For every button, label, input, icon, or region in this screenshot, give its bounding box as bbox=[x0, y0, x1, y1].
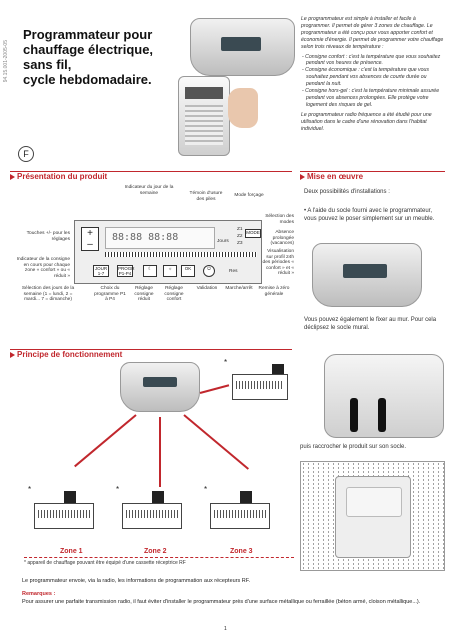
zone-2-asterisk: * bbox=[116, 485, 120, 494]
ok-button[interactable]: OK bbox=[181, 265, 195, 277]
intro-text: Le programmateur est simple à installer et facile à programmer. Il permet de gérer 3 zones de chauffage. Le programmateur a été conçu pour vous apporter confort et économie d'énergie. Il permet de programmer votre chauffage selon trois niveaux de température : - Consigne confort : c'est la température que vous souhaitez pendant vos heures de présence. - Consigne économique : c'est la température que vous souhaitez pendant vos absences de courte durée ou pendant la nuit. - Consigne hors-gel : c'est la température minimale assurée pendant vos absences prolongées. Elle protège votre logement des risques de gel. Le programmateur radio fréquence a été étudié pour une utilisation dans le cadre d'une rénovation dans l'habitat individuel. bbox=[301, 16, 444, 132]
section-presentation: Présentation du produit bbox=[10, 171, 292, 181]
label-selection-modes: Sélection des modes bbox=[265, 214, 294, 225]
screwdriver-icon bbox=[378, 398, 386, 432]
progr-button[interactable]: PROGR P1-P4 bbox=[118, 266, 135, 276]
reference-code: 94.15.001-2005-05 bbox=[3, 40, 9, 83]
wall-texture bbox=[300, 461, 445, 571]
label-choix-prog: Choix du programme P1 à P4 bbox=[94, 286, 126, 303]
label-touches: Touches +/- pour les réglages bbox=[26, 231, 70, 242]
label-remise-zero: Remise à zéro générale bbox=[258, 286, 290, 297]
radiator-top bbox=[224, 358, 288, 400]
zone-divider bbox=[24, 557, 294, 558]
jours-label: Jours bbox=[217, 239, 229, 244]
page-title: Programmateur pour chauffage électrique, sans fil, cycle hebdomadaire. bbox=[23, 27, 154, 87]
mode-button[interactable]: MODE bbox=[245, 229, 261, 238]
section-mise-en-oeuvre: Mise en œuvre bbox=[300, 171, 445, 181]
page-number: 1 bbox=[224, 626, 227, 632]
radiator-asterisk: * bbox=[224, 358, 228, 367]
label-temoin-piles: Témoin d'usure des piles bbox=[189, 191, 223, 202]
programmer-open-photo bbox=[178, 76, 230, 156]
zone-1-asterisk: * bbox=[28, 485, 32, 494]
label-indicateur-jour: Indicateur du jour de la semaine bbox=[124, 185, 174, 196]
radio-arrow bbox=[200, 384, 229, 394]
bottom-paragraph: Le programmateur envoie, via la radio, les informations de programmation aux récepteurs RF. bbox=[22, 578, 251, 584]
zone-z3-indicator: Z3 bbox=[237, 241, 243, 246]
section-principe: Principe de fonctionnement bbox=[10, 349, 292, 359]
asterisk-note: * appareil de chauffage pouvant être équipé d'une cassette réceptrice RF bbox=[24, 560, 186, 566]
profile-24h-bar bbox=[105, 252, 257, 257]
label-mode-forcage: Mode forçage bbox=[234, 193, 264, 198]
programmer-center-photo bbox=[120, 362, 200, 412]
mise-deux: Deux possibilités d'installations : bbox=[304, 189, 390, 195]
rf-receiver bbox=[272, 364, 284, 374]
radio-arrow bbox=[159, 417, 161, 487]
label-validation: Validation bbox=[196, 286, 218, 291]
mise-socle: • A l'aide du socle fourni avec le programmateur, vous pouvez le poser simplement sur un meuble. bbox=[304, 208, 435, 222]
remarques-text: Pour assurer une parfaite transmission radio, il faut éviter d'installer le programmateur près d'une surface métallique ou ferraillée (béton armé, cloison métallique...). bbox=[22, 599, 421, 605]
radio-arrow bbox=[183, 414, 249, 470]
hand-icon bbox=[228, 88, 258, 128]
confort-button[interactable]: ☼ bbox=[163, 265, 177, 277]
label-visualisation: Visualisation sur profil 24h des périodes « confort » et « réduit » bbox=[262, 249, 294, 277]
label-marche-arret: Marche/arrêt bbox=[225, 286, 253, 291]
mise-raccrocher: puis raccrocher le produit sur son socle. bbox=[300, 444, 407, 450]
radio-arrow bbox=[74, 414, 137, 467]
programmer-photo bbox=[190, 18, 295, 76]
res-button[interactable]: Res bbox=[229, 269, 238, 274]
zone-3-asterisk: * bbox=[204, 485, 208, 494]
screwdriver-icon bbox=[350, 398, 358, 432]
power-icon[interactable]: ⏻ bbox=[203, 265, 215, 277]
reduit-button[interactable]: ☾ bbox=[143, 265, 157, 277]
label-indicateur-consigne: Indicateur de la consigne en cours pour chaque zone « confort » ou « réduit » bbox=[16, 257, 70, 279]
zone-1-label: Zone 1 bbox=[60, 548, 83, 555]
zone-z1-indicator: Z1 bbox=[237, 227, 243, 232]
zone-2-label: Zone 2 bbox=[144, 548, 167, 555]
mounting-plate bbox=[335, 476, 411, 558]
zone-3-label: Zone 3 bbox=[230, 548, 253, 555]
label-reglage-confort: Réglage consigne confort bbox=[164, 286, 184, 303]
plus-minus-buttons: + – bbox=[81, 227, 99, 251]
language-badge: F bbox=[18, 146, 34, 162]
label-absence: Absence prolongée (vacances) bbox=[270, 230, 294, 247]
zone-3-group bbox=[204, 485, 290, 545]
zone-z2-indicator: Z2 bbox=[237, 234, 243, 239]
label-sel-jours: Sélection des jours de la semaine (1 = lundi, 2 = mardi... 7 = dimanche) bbox=[21, 286, 75, 303]
mise-mur: Vous pouvez également le fixer au mur. Pour cela déclipsez le socle mural. bbox=[304, 317, 437, 331]
label-reglage-reduit: Réglage consigne réduit bbox=[134, 286, 154, 303]
jour-button[interactable]: JOUR 1-7 bbox=[94, 266, 108, 276]
programmer-on-base-photo bbox=[312, 243, 422, 307]
zone-1-group bbox=[28, 485, 100, 545]
lcd-display: 88:88 88:88 bbox=[105, 227, 215, 249]
control-panel-diagram bbox=[74, 220, 262, 284]
remarques-label: Remarques : bbox=[22, 591, 56, 597]
zone-2-group bbox=[116, 485, 188, 545]
